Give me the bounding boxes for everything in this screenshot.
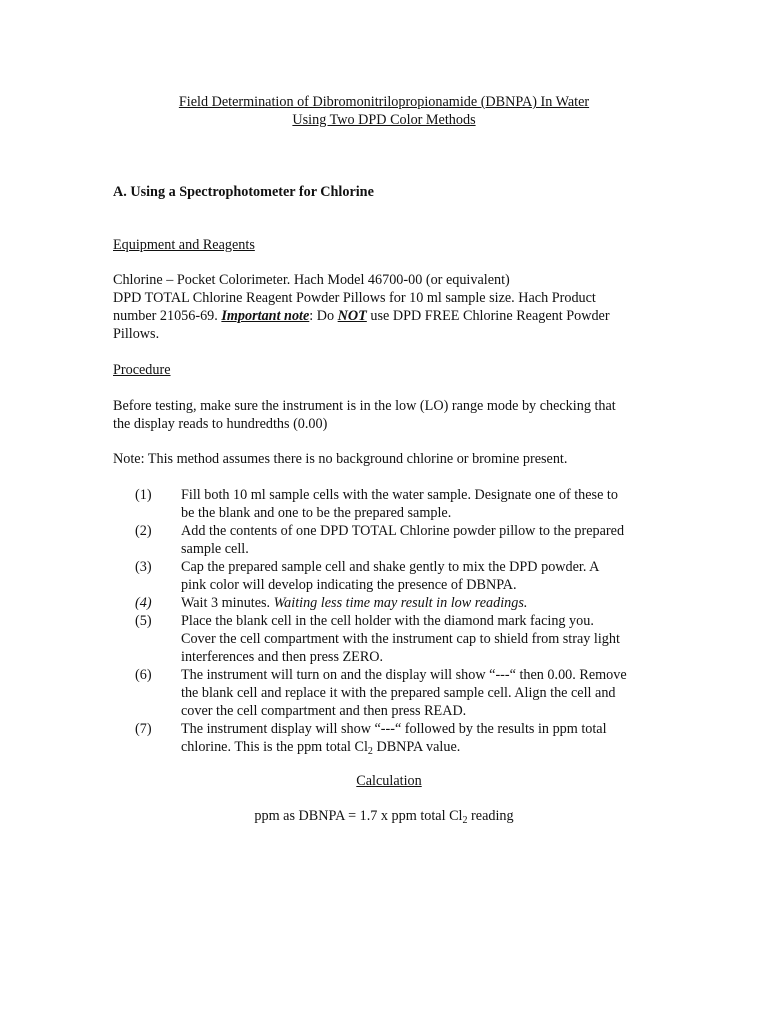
procedure-step [113, 558, 673, 594]
equipment-paragraph [113, 271, 658, 343]
step-line: sample cell. [181, 541, 249, 557]
step-line: cover the cell compartment and then press READ. [181, 703, 467, 719]
procedure-step [113, 666, 673, 720]
step-line: pink color will develop indicating the presence of DBNPA. [181, 577, 517, 593]
document-title-line2: Using Two DPD Color Methods [292, 112, 476, 128]
formula-end: reading [467, 808, 514, 824]
step-text [181, 594, 673, 612]
section-a-heading: A. Using a Spectrophotometer for Chlorine [113, 184, 374, 200]
equipment-heading: Equipment and Reagents [113, 237, 255, 253]
before-testing-line1: Before testing, make sure the instrument is in the low (LO) range mode by checking that [113, 398, 616, 414]
step-7-line2-end: DBNPA value. [372, 739, 461, 755]
formula-subscript: 2 [462, 815, 468, 826]
step-line: interferences and then press ZERO. [181, 649, 384, 665]
procedure-step [113, 612, 673, 666]
not-emphasis: NOT [337, 308, 367, 324]
equipment-line3-mid: : Do [309, 308, 338, 324]
note-paragraph: Note: This method assumes there is no background chlorine or bromine present. [113, 451, 568, 467]
step-number: (5) [135, 613, 152, 629]
step-number: (1) [135, 487, 152, 503]
step-line: Cover the cell compartment with the instrument cap to shield from stray light [181, 631, 620, 647]
step-number: (3) [135, 559, 152, 575]
calculation-heading: Calculation [356, 773, 422, 789]
step-4-italic-warning: Waiting less time may result in low readings. [273, 595, 528, 611]
chlorine-subscript: 2 [367, 746, 373, 757]
procedure-steps-list [113, 486, 673, 756]
step-line: Place the blank cell in the cell holder with the diamond mark facing you. [181, 613, 594, 629]
step-text [181, 486, 673, 522]
step-line: Add the contents of one DPD TOTAL Chlorine powder pillow to the prepared [181, 523, 625, 539]
step-text [181, 612, 673, 666]
step-line: Cap the prepared sample cell and shake gently to mix the DPD powder. A [181, 559, 600, 575]
procedure-step [113, 720, 673, 756]
procedure-heading: Procedure [113, 362, 171, 378]
document-title-line1: Field Determination of Dibromonitrilopropionamide (DBNPA) In Water [178, 94, 590, 110]
step-text [181, 522, 673, 558]
before-testing-line2: the display reads to hundredths (0.00) [113, 416, 328, 432]
equipment-line1: Chlorine – Pocket Colorimeter. Hach Model 46700-00 (or equivalent) [113, 272, 510, 288]
equipment-line4: Pillows. [113, 326, 160, 342]
formula-start: ppm as DBNPA = 1.7 x ppm total Cl [254, 808, 463, 824]
equipment-line3-end: use DPD FREE Chlorine Reagent Powder [366, 308, 610, 324]
step-number: (4) [135, 595, 152, 611]
step-4-plain: Wait 3 minutes. [181, 595, 274, 611]
step-number: (2) [135, 523, 152, 539]
step-text [181, 666, 673, 720]
step-text [181, 558, 673, 594]
step-line: The instrument will turn on and the display will show “---“ then 0.00. Remove [181, 667, 627, 683]
step-line: be the blank and one to be the prepared sample. [181, 505, 452, 521]
step-line: The instrument display will show “---“ followed by the results in ppm total [181, 721, 607, 737]
procedure-step [113, 594, 673, 612]
step-line: Fill both 10 ml sample cells with the water sample. Designate one of these to [181, 487, 618, 503]
important-note-label: Important note [221, 308, 310, 324]
step-line: the blank cell and replace it with the prepared sample cell. Align the cell and [181, 685, 616, 701]
step-number: (7) [135, 721, 152, 737]
calculation-formula [0, 807, 768, 825]
equipment-line3-start: number 21056-69. [113, 308, 222, 324]
step-text [181, 720, 673, 756]
equipment-line2: DPD TOTAL Chlorine Reagent Powder Pillows for 10 ml sample size. Hach Product [113, 290, 596, 306]
before-testing-paragraph [113, 397, 658, 433]
step-number: (6) [135, 667, 152, 683]
procedure-step [113, 486, 673, 522]
step-7-line2-start: chlorine. This is the ppm total Cl [181, 739, 368, 755]
step-line [181, 594, 673, 612]
equipment-line3 [113, 307, 658, 325]
step-line [181, 738, 673, 756]
procedure-step [113, 522, 673, 558]
